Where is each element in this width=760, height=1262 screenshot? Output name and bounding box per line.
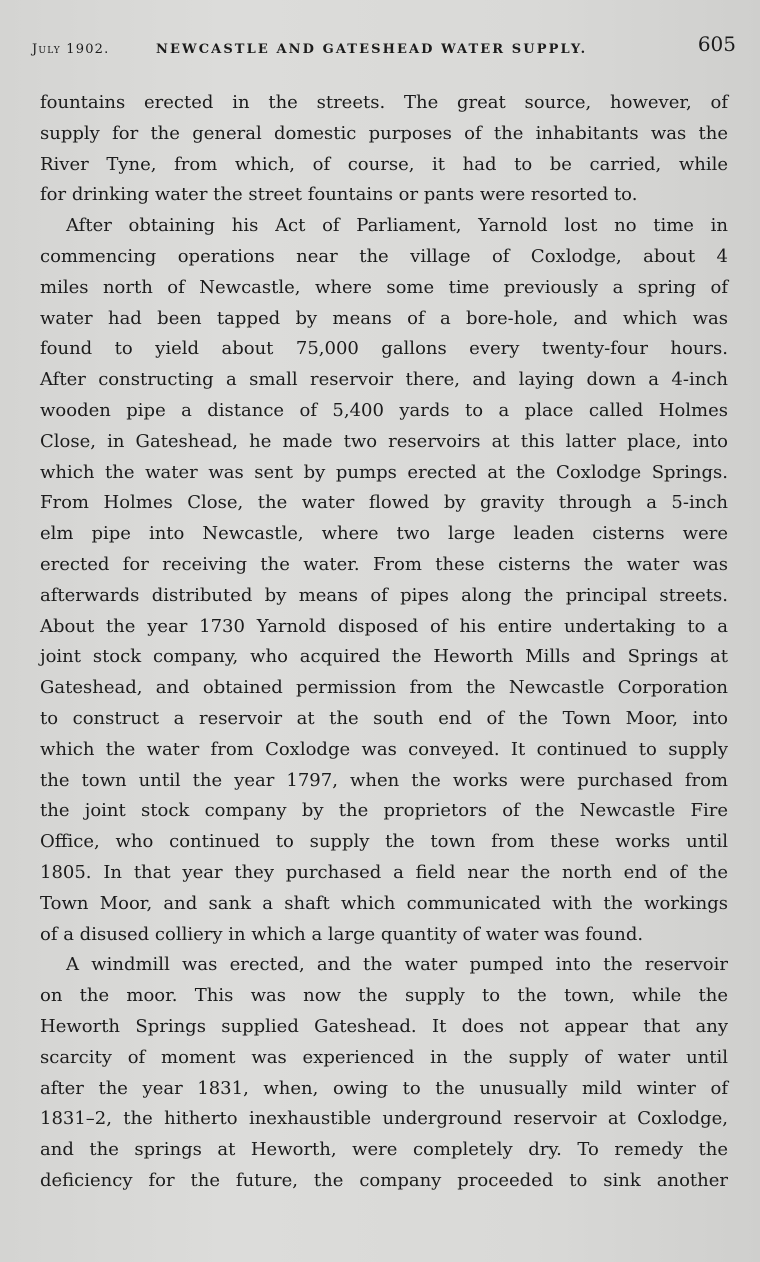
text-line: 1831–2, the hitherto inexhaustible underground reservoir at Coxlodge,: [40, 1108, 728, 1130]
text-line: Office, who continued to supply the town from these works until: [40, 831, 728, 853]
text-line: Heworth Springs supplied Gateshead. It does not appear that any: [40, 1015, 728, 1037]
text-line: From Holmes Close, the water flowed by gravity through a 5-inch: [40, 492, 728, 514]
text-line: which the water from Coxlodge was conveyed. It continued to supply: [40, 738, 728, 760]
text-line: which the water was sent by pumps erected at the Coxlodge Springs.: [40, 461, 728, 483]
text-line: afterwards distributed by means of pipes along the principal streets.: [40, 584, 728, 606]
text-line: water had been tapped by means of a bore-hole, and which was: [40, 307, 728, 329]
text-line: After obtaining his Act of Parliament, Yarnold lost no time in: [66, 215, 728, 237]
text-line: deficiency for the future, the company proceeded to sink another: [40, 1169, 728, 1191]
body-text: [40, 88, 728, 1197]
text-line: wooden pipe a distance of 5,400 yards to a place called Holmes: [40, 399, 728, 421]
text-line: fountains erected in the streets. The great source, however, of: [40, 92, 728, 113]
text-line: commencing operations near the village of Coxlodge, about 4: [40, 245, 728, 267]
text-line: to construct a reservoir at the south end of the Town Moor, into: [40, 707, 728, 729]
text-line: scarcity of moment was experienced in the supply of water until: [40, 1046, 728, 1068]
page-number: 605: [697, 32, 736, 56]
text-line: after the year 1831, when, owing to the unusually mild winter of: [40, 1077, 728, 1099]
text-line: After constructing a small reservoir there, and laying down a 4-inch: [40, 369, 728, 391]
paragraph: [40, 88, 728, 211]
text-line: Gateshead, and obtained permission from the Newcastle Corporation: [40, 677, 728, 699]
text-line: Town Moor, and sank a shaft which communicated with the workings: [40, 892, 728, 914]
text-line: on the moor. This was now the supply to the town, while the: [40, 985, 728, 1007]
text-line: of a disused colliery in which a large quantity of water was found.: [40, 923, 644, 945]
text-line: A windmill was erected, and the water pumped into the reservoir: [66, 954, 728, 976]
text-line: About the year 1730 Yarnold disposed of his entire undertaking to a: [40, 615, 728, 637]
header-title: NEWCASTLE AND GATESHEAD WATER SUPPLY.: [156, 42, 588, 57]
text-line: River Tyne, from which, of course, it had to be carried, while: [40, 153, 728, 175]
text-line: for drinking water the street fountains or pants were resorted to.: [40, 184, 638, 206]
text-line: Close, in Gateshead, he made two reservoirs at this latter place, into: [40, 430, 728, 452]
text-line: the joint stock company by the proprietors of the Newcastle Fire: [40, 800, 728, 822]
text-line: elm pipe into Newcastle, where two large leaden cisterns were: [40, 523, 728, 545]
text-line: joint stock company, who acquired the Heworth Mills and Springs at: [40, 646, 728, 668]
running-header: [32, 32, 736, 64]
text-line: supply for the general domestic purposes of the inhabitants was the: [40, 122, 728, 144]
text-line: 1805. In that year they purchased a field near the north end of the: [40, 861, 728, 883]
text-line: found to yield about 75,000 gallons every twenty-four hours.: [40, 338, 728, 360]
text-line: the town until the year 1797, when the works were purchased from: [40, 769, 728, 791]
text-line: erected for receiving the water. From these cisterns the water was: [40, 553, 728, 575]
header-date: July 1902.: [32, 42, 110, 57]
paragraph: [40, 950, 728, 1196]
paragraph: [40, 211, 728, 950]
text-line: and the springs at Heworth, were completely dry. To remedy the: [40, 1139, 728, 1161]
text-line: miles north of Newcastle, where some time previously a spring of: [40, 276, 728, 298]
